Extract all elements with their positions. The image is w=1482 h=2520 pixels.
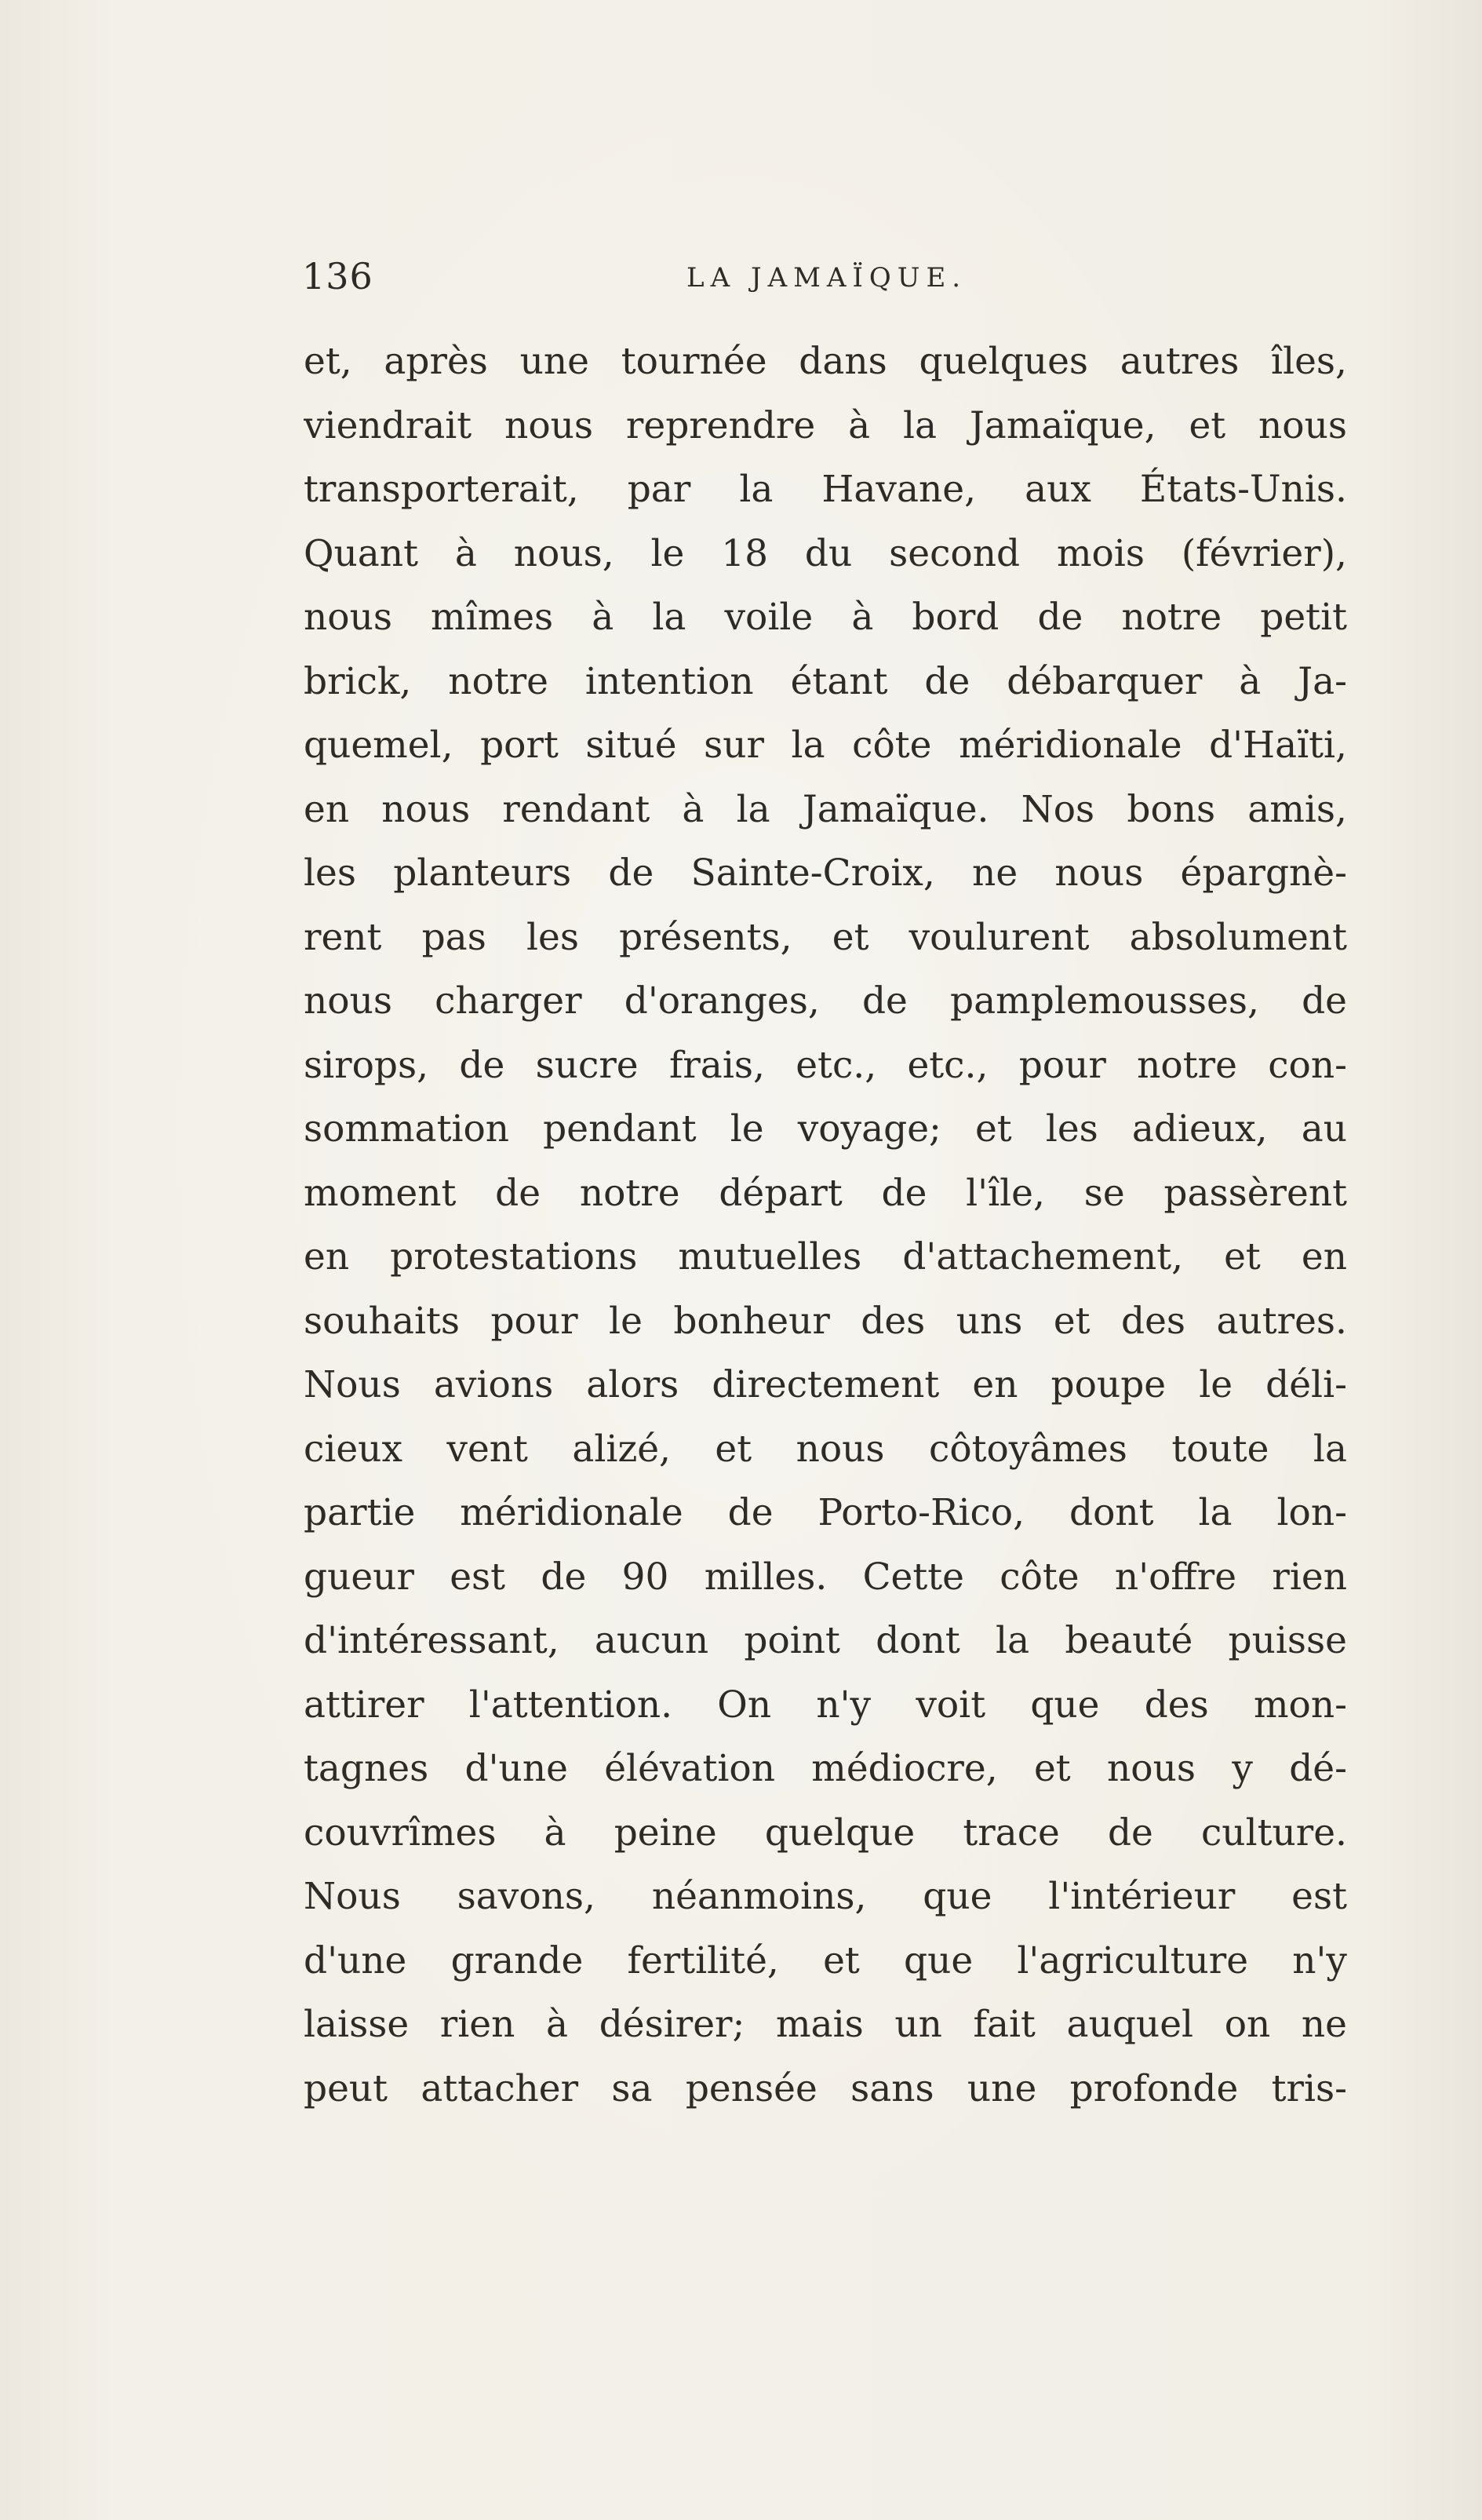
text-line: sommation pendant le voyage; et les adieux, au: [304, 1107, 1347, 1151]
text-line: en nous rendant à la Jamaïque. Nos bons amis,: [304, 787, 1347, 831]
text-line: rent pas les présents, et voulurent absolument: [304, 915, 1347, 959]
text-line: Quant à nous, le 18 du second mois (février),: [304, 531, 1347, 575]
text-line: couvrîmes à peine quelque trace de culture.: [304, 1811, 1347, 1854]
body-text: [304, 330, 1347, 2121]
text-line: partie méridionale de Porto-Rico, dont la lon-: [304, 1491, 1347, 1534]
page-header: [302, 253, 1338, 300]
page-number: 136: [302, 255, 373, 297]
text-line: moment de notre départ de l'île, se passèrent: [304, 1171, 1347, 1215]
text-line: d'intéressant, aucun point dont la beauté puisse: [304, 1619, 1347, 1662]
text-line: les planteurs de Sainte-Croix, ne nous épargnè-: [304, 852, 1347, 895]
text-line: laisse rien à désirer; mais un fait auquel on ne: [304, 2003, 1347, 2046]
text-line: souhaits pour le bonheur des uns et des autres.: [304, 1299, 1347, 1343]
text-line: tagnes d'une élévation médiocre, et nous y dé-: [304, 1747, 1347, 1790]
text-line: et, après une tournée dans quelques autres îles,: [304, 340, 1347, 383]
text-line: quemel, port situé sur la côte méridionale d'Haïti,: [304, 724, 1347, 767]
text-line: nous mîmes à la voile à bord de notre petit: [304, 596, 1347, 639]
text-line: cieux vent alizé, et nous côtoyâmes toute la: [304, 1427, 1347, 1471]
text-line: attirer l'attention. On n'y voit que des mon-: [304, 1683, 1347, 1727]
text-line: viendrait nous reprendre à la Jamaïque, et nous: [304, 403, 1347, 447]
text-line: nous charger d'oranges, de pamplemousses, de: [304, 979, 1347, 1023]
text-line: d'une grande fertilité, et que l'agriculture n'y: [304, 1938, 1347, 1982]
text-line: peut attacher sa pensée sans une profonde tris-: [304, 2066, 1347, 2110]
text-line: Nous savons, néanmoins, que l'intérieur est: [304, 1875, 1347, 1918]
text-line: en protestations mutuelles d'attachement, et en: [304, 1235, 1347, 1278]
text-line: transporterait, par la Havane, aux États-Unis.: [304, 468, 1347, 511]
text-line: sirops, de sucre frais, etc., etc., pour notre con-: [304, 1043, 1347, 1087]
text-line: gueur est de 90 milles. Cette côte n'offre rien: [304, 1555, 1347, 1599]
text-line: brick, notre intention étant de débarquer à Ja-: [304, 659, 1347, 703]
text-line: Nous avions alors directement en poupe le déli-: [304, 1363, 1347, 1406]
running-title: LA JAMAÏQUE.: [686, 262, 967, 294]
